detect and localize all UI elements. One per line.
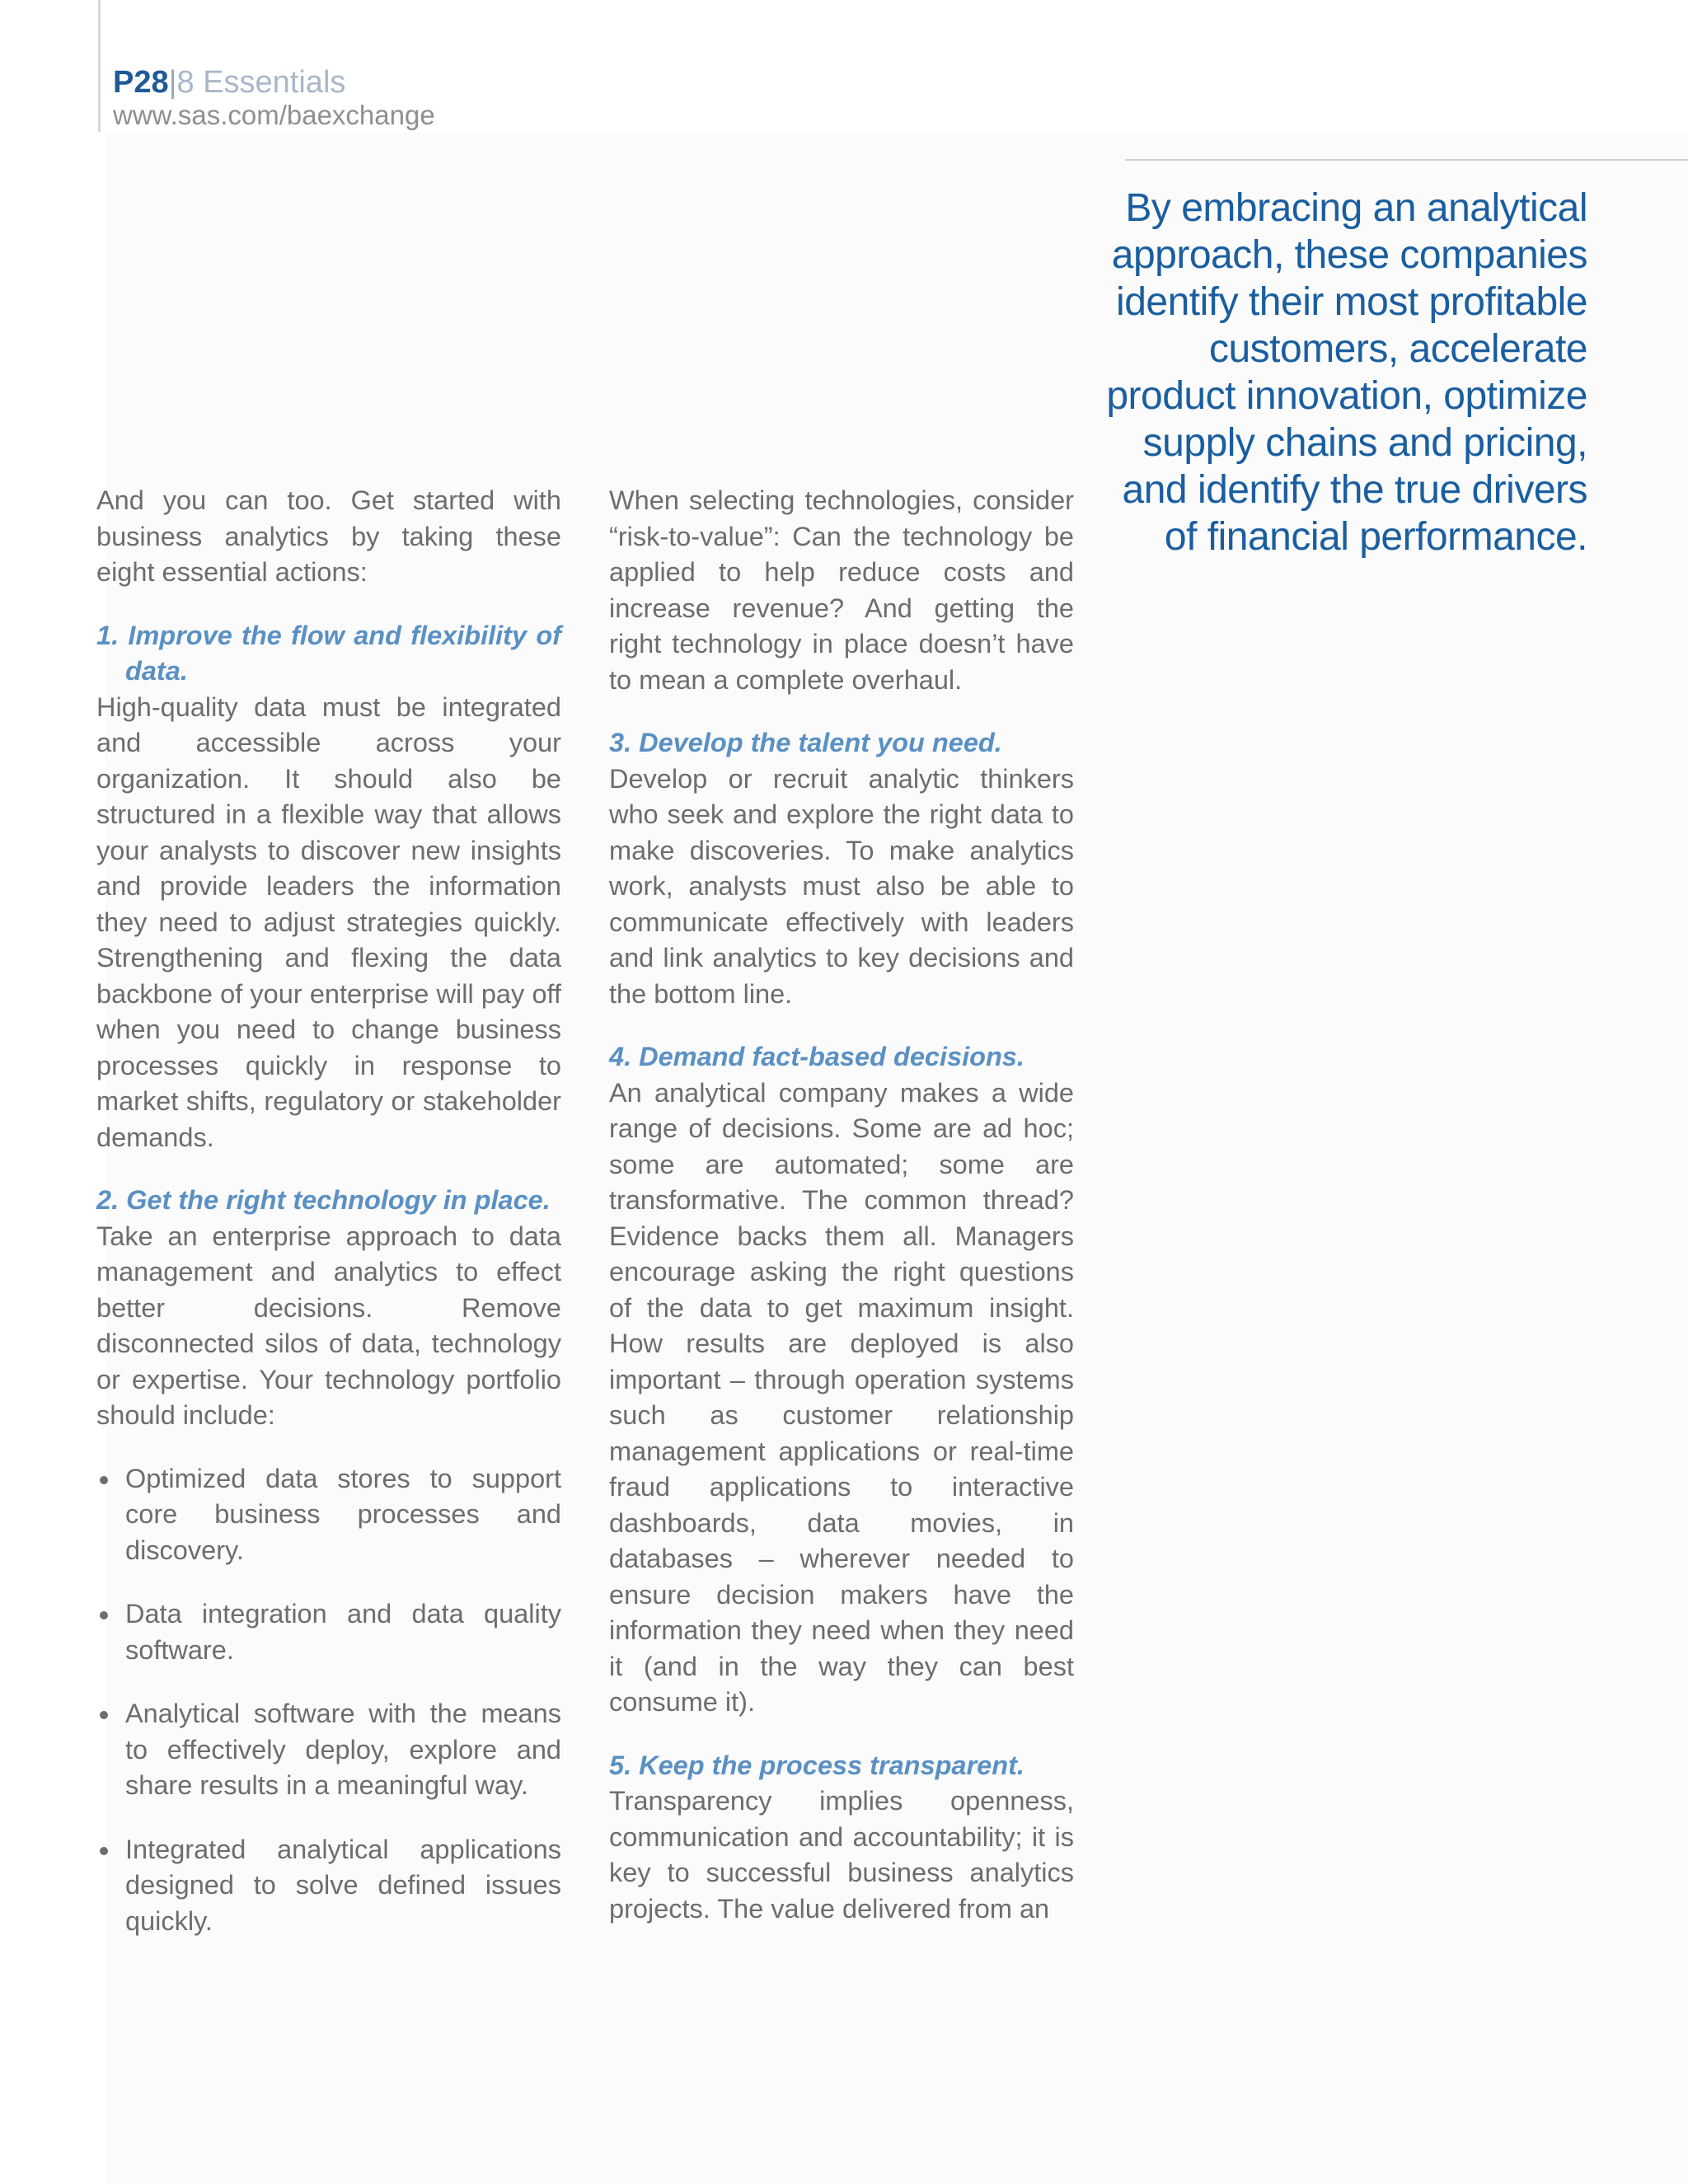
page-number: P28 <box>113 65 169 100</box>
header-rule <box>98 0 101 132</box>
text-column-left <box>96 483 561 1967</box>
site-url[interactable]: www.sas.com/baexchange <box>113 100 435 130</box>
list-item-text: Integrated analytical applications designed to solve defined issues quickly. <box>125 1834 561 1936</box>
page-separator: | <box>168 65 177 100</box>
list-item-text: Data integration and data quality software. <box>125 1599 561 1665</box>
list-item <box>96 1696 561 1804</box>
bullet-icon <box>100 1476 108 1484</box>
list-item-text: Optimized data stores to support core business processes and discovery. <box>125 1463 561 1565</box>
section-body-2: Take an enterprise approach to data management and analytics to effect better decisions. Remove disconnected silos of data, technology or expertise. Your technology portfolio should include: <box>96 1221 561 1430</box>
section-heading-3: 3. Develop the talent you need. <box>609 728 1002 757</box>
page-header <box>113 64 435 132</box>
section-heading-2: 2. Get the right technology in place. <box>96 1185 551 1215</box>
page-label <box>113 64 435 101</box>
bullet-icon <box>100 1611 108 1619</box>
text-column-right <box>609 483 1074 1927</box>
pull-quote: By embracing an analytical approach, these companies identify their most profitable customers, accelerate product innovation, optimize supply chains and pricing, and identify the true drivers of financial performance. <box>1106 186 1587 559</box>
callout-rule <box>1125 159 1688 161</box>
list-item <box>96 1832 561 1940</box>
intro-paragraph: And you can too. Get started with business analytics by taking these eight essential actions: <box>96 485 561 587</box>
list-item <box>96 1461 561 1569</box>
section-body-3: Develop or recruit analytic thinkers who seek and explore the right data to make discoveries. To make analytics work, analysts must also be able to communicate effectively with leaders and link analytics to key decisions and the bottom line. <box>609 763 1074 1009</box>
section-body-1: High-quality data must be integrated and accessible across your organization. It should also be structured in a flexible way that allows your analysts to discover new insights and provide leaders the information they need to adjust strategies quickly. Strengthening and flexing the data backbone of your enterprise will pay off when you need to change business processes quickly in response to market shifts, regulatory or stakeholder demands. <box>96 691 561 1152</box>
section-heading-1: 1. Improve the flow and flexibility of data. <box>96 620 561 686</box>
section-body-4: An analytical company makes a wide range of decisions. Some are ad hoc; some are automated; some are transformative. The common thread? Evidence backs them all. Managers encourage asking the right questions of the data to get maximum insight. How results are deployed is also important – through operation systems such as customer relationship management applications or real-time fraud applications to interactive dashboards, data movies, in databases – wherever needed to ensure decision makers have the information they need when they need it (and in the way they can best consume it). <box>609 1077 1074 1717</box>
bullet-icon <box>100 1847 108 1855</box>
list-item-text: Analytical software with the means to effectively deploy, explore and share results in a meaningful way. <box>125 1699 561 1800</box>
section-heading-4: 4. Demand fact-based decisions. <box>609 1042 1025 1071</box>
section-title: 8 Essentials <box>176 65 346 100</box>
list-item <box>96 1596 561 1668</box>
technology-list <box>96 1461 561 1940</box>
bullet-icon <box>100 1711 108 1719</box>
section-body-5: Transparency implies openness, communication and accountability; it is key to successful business analytics projects. The value delivered from an <box>609 1786 1074 1924</box>
section-heading-5: 5. Keep the process transparent. <box>609 1750 1025 1780</box>
section-body-2-continued: When selecting technologies, consider “risk-to-value”: Can the technology be applied to help reduce costs and increase revenue? And getting the right technology in place doesn’t have to mean a complete overhaul. <box>609 485 1074 695</box>
